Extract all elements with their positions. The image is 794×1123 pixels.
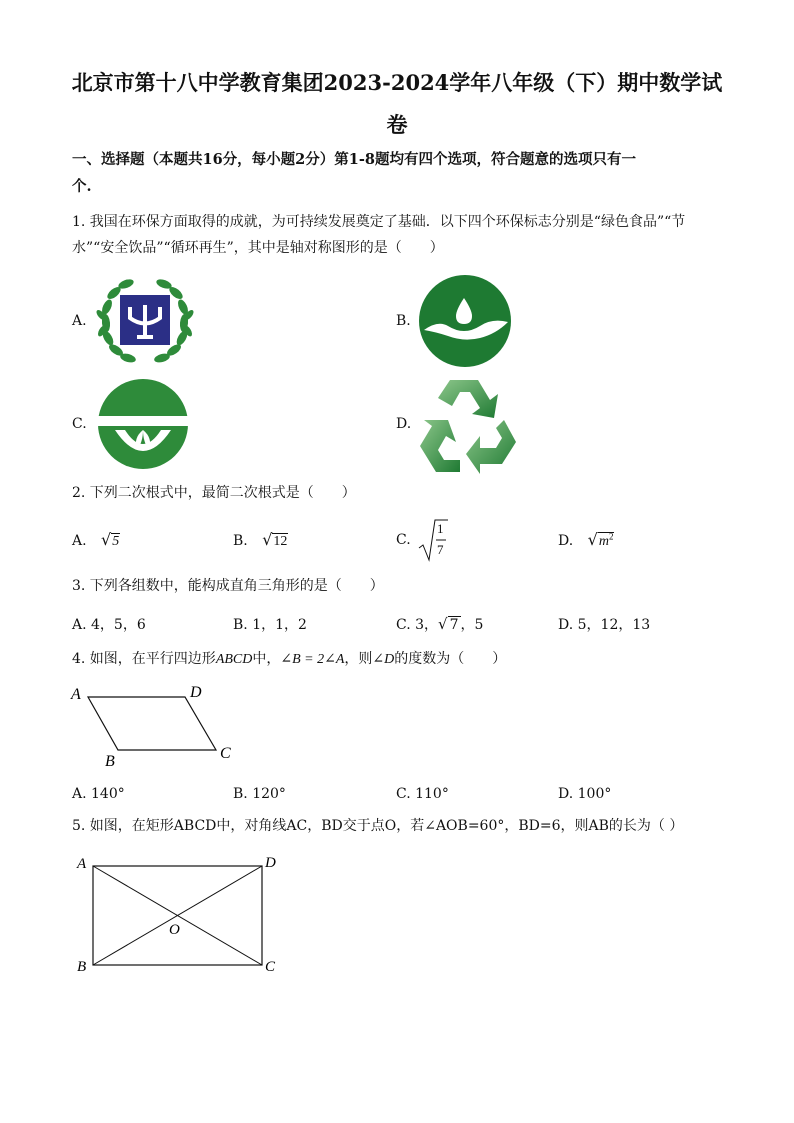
q3-option-c-radicand: 7 (449, 617, 459, 633)
q3-option-c-suffix: ，5 (460, 617, 484, 633)
q4-text-mid2: ，则 (344, 651, 373, 667)
radical-sign: √ (438, 615, 448, 633)
question-2-stem: 2. 下列二次根式中，最简二次根式是（ ） (72, 485, 356, 501)
q4-option-c[interactable]: C. 110° (396, 786, 449, 802)
question-1-line-1: 1. 我国在环保方面取得的成就，为可持续发展奠定了基础．以下四个环保标志分别是“绿色食品”“节 (72, 214, 686, 230)
section-line-1: 一、选择题（本题共16分，每小题2分）第1-8题均有四个选项，符合题意的选项只有一 (72, 151, 636, 168)
green-food-logo-icon (94, 275, 196, 367)
q1-option-c-label[interactable]: C. (72, 416, 87, 432)
sqrt-5 (101, 530, 120, 550)
q4-text-post: 的度数为（ ） (394, 651, 507, 667)
question-1 (72, 209, 722, 261)
q4-option-b[interactable]: B. 120° (233, 786, 286, 802)
q3-option-d[interactable]: D. 5，12，13 (558, 617, 651, 633)
q2-option-d[interactable] (558, 530, 614, 550)
parallelogram-shape (88, 697, 216, 750)
vertex-label-b: B (105, 753, 115, 770)
radical-sign: √ (262, 530, 273, 549)
vertex-label-a: A (77, 856, 87, 872)
question-3-stem: 3. 下列各组数中，能构成直角三角形的是（ ） (72, 578, 384, 594)
question-4-stem (72, 646, 506, 673)
title-line-2: 卷 (386, 112, 408, 137)
vertex-label-c: C (265, 959, 276, 975)
q1-option-a-label[interactable]: A. (72, 313, 87, 329)
q3-option-a[interactable]: A. 4，5，6 (72, 617, 146, 633)
q4-shape-name: ABCD (215, 652, 253, 667)
vertex-label-d: D (190, 684, 202, 701)
water-saving-logo-icon (418, 274, 512, 368)
title-line-1: 北京市第十八中学教育集团2023-2024学年八年级（下）期中数学试 (71, 70, 723, 95)
q4-asked-angle: ∠D (372, 652, 395, 667)
question-1-line-2: 水”“安全饮品”“循环再生”，其中是轴对称图形的是（ ） (72, 240, 444, 256)
radical-sign: √ (587, 530, 598, 549)
fraction-numerator: 1 (437, 521, 444, 536)
q2-option-b[interactable] (233, 530, 288, 550)
vertex-label-b: B (77, 959, 87, 975)
section-line-2: 个. (72, 178, 92, 195)
rectangle-diagram (72, 850, 287, 980)
radical-sign: √ (101, 530, 112, 549)
q2-option-a-radicand: 5 (112, 534, 120, 549)
q2-option-d-base: m (598, 534, 609, 549)
section-heading (72, 146, 722, 200)
q3-option-c[interactable] (396, 614, 483, 634)
sqrt-12 (262, 530, 288, 550)
vertex-label-d: D (265, 855, 276, 871)
q2-option-b-radicand: 12 (273, 534, 288, 549)
q2-option-a[interactable] (72, 530, 120, 550)
fraction-denominator: 7 (437, 542, 444, 557)
page-title (62, 62, 732, 146)
vertex-label-c: C (220, 745, 231, 762)
parallelogram-diagram (66, 680, 246, 772)
q2-option-c-letter[interactable]: C. (396, 532, 411, 548)
q4-option-a[interactable]: A. 140° (72, 786, 125, 802)
q3-option-b[interactable]: B. 1，1，2 (233, 617, 307, 633)
q2-option-d-exponent: 2 (608, 531, 614, 542)
q2-option-d-letter: D. (558, 533, 574, 549)
q4-text-mid1: 中， (252, 651, 281, 667)
vertex-label-a: A (71, 686, 81, 703)
intersection-label-o: O (169, 922, 180, 938)
q3-option-c-prefix: C. 3， (396, 617, 439, 633)
q4-option-d[interactable]: D. 100° (558, 786, 612, 802)
q4-condition: ∠B = 2∠A (280, 652, 345, 667)
q1-option-d-label[interactable]: D. (396, 416, 412, 432)
q4-text-pre: 4. 如图，在平行四边形 (72, 651, 216, 667)
sqrt-m-squared (588, 530, 615, 550)
recycle-logo-icon (416, 374, 518, 476)
q2-option-a-letter: A. (72, 533, 87, 549)
sqrt-1-over-7 (418, 518, 448, 562)
question-5-stem: 5. 如图，在矩形ABCD中，对角线AC，BD交于点O，若∠AOB=60°，BD=6，则AB的长为（ ） (72, 818, 684, 834)
q1-option-b-label[interactable]: B. (396, 313, 411, 329)
q2-option-b-letter: B. (233, 533, 248, 549)
safe-drink-logo-icon (97, 378, 189, 470)
